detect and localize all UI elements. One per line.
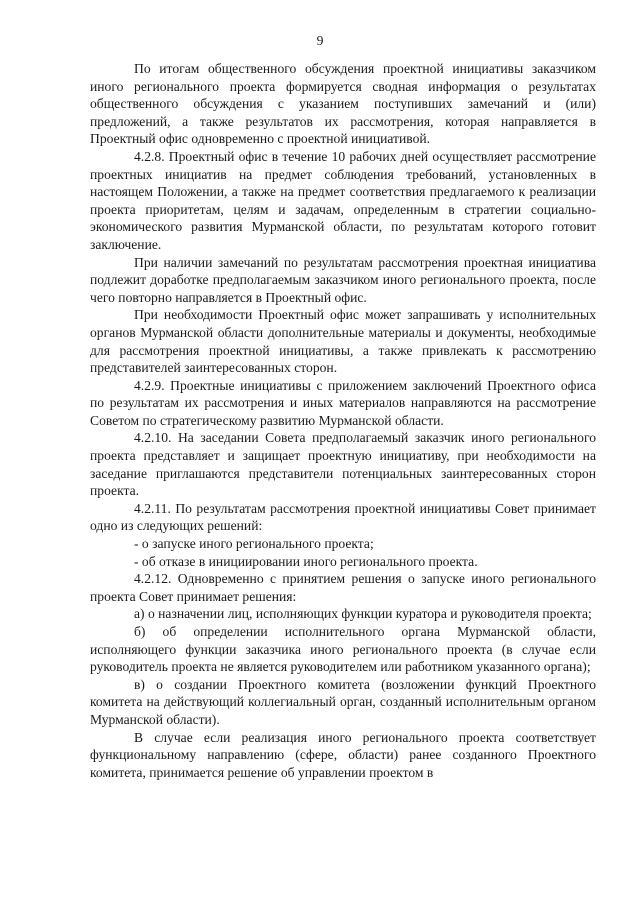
paragraph-materials-request: При необходимости Проектный офис может запрашивать у исполнительных органов Мурманской области дополнительные материалы и документы, необходимые для рассмотрения проектной инициативы, а также привлекать к рассмотрению представителей заинтересованных сторон. [90,307,596,376]
list-item-a: а) о назначении лиц, исполняющих функции куратора и руководителя проекта; [134,606,592,622]
list-item-b: б) об определении исполнительного органа Мурманской области, исполняющего функции заказчика иного регионального проекта (в случае если руководитель проекта не является руководителем или работником указанного органа); [90,624,596,675]
list-item-launch: - о запуске иного регионального проекта; [134,536,374,552]
document-body [90,60,596,781]
paragraph-4-2-12: 4.2.12. Одновременно с принятием решения о запуске иного регионального проекта Совет принимает решения: [90,571,596,604]
paragraph-remarks: При наличии замечаний по результатам рассмотрения проектная инициатива подлежит доработке предполагаемым заказчиком иного регионального проекта, после чего повторно направляется в Проектный офис. [90,254,596,305]
paragraph-4-2-8: 4.2.8. Проектный офис в течение 10 рабочих дней осуществляет рассмотрение проектных инициатив на предмет соблюдения требований, установленных в настоящем Положении, а также на предмет соответствия предлагаемого к реализации проекта приоритетам, целям и задачам, определенным в стратегии социально-экономического развития Мурманской области, по результатам которого готовит заключение. [90,148,596,252]
paragraph-public-discussion: По итогам общественного обсуждения проектной инициативы заказчиком иного регионального проекта формируется сводная информация о результатах общественного обсуждения с указанием поступивших замечаний и (или) предложений, а также результатов их рассмотрения, которая направляется в Проектный офис одновременно с проектной инициативой. [90,61,596,147]
paragraph-project-committee: В случае если реализация иного регионального проекта соответствует функциональному направлению (сфере, области) ранее созданного Проектного комитета, принимается решение об управлении проектом в [90,729,596,780]
list-item-refusal: - об отказе в инициировании иного регионального проекта. [134,553,478,569]
paragraph-4-2-10: 4.2.10. На заседании Совета предполагаемый заказчик иного регионального проекта представляет и защищает проектную инициативу, при необходимости на заседание приглашаются представители потенциальных заинтересованных сторон проекта. [90,430,596,499]
list-item-v: в) о создании Проектного комитета (возложении функций Проектного комитета на действующий коллегиальный орган, созданный исполнительным органом Мурманской области). [90,676,596,727]
paragraph-4-2-11: 4.2.11. По результатам рассмотрения проектной инициативы Совет принимает одно из следующих решений: [90,500,596,534]
paragraph-4-2-9: 4.2.9. Проектные инициативы с приложением заключений Проектного офиса по результатам их рассмотрения и иных материалов направляются на рассмотрение Советом по стратегическому развитию Мурманской области. [90,377,596,428]
page-number: 9 [316,33,324,48]
